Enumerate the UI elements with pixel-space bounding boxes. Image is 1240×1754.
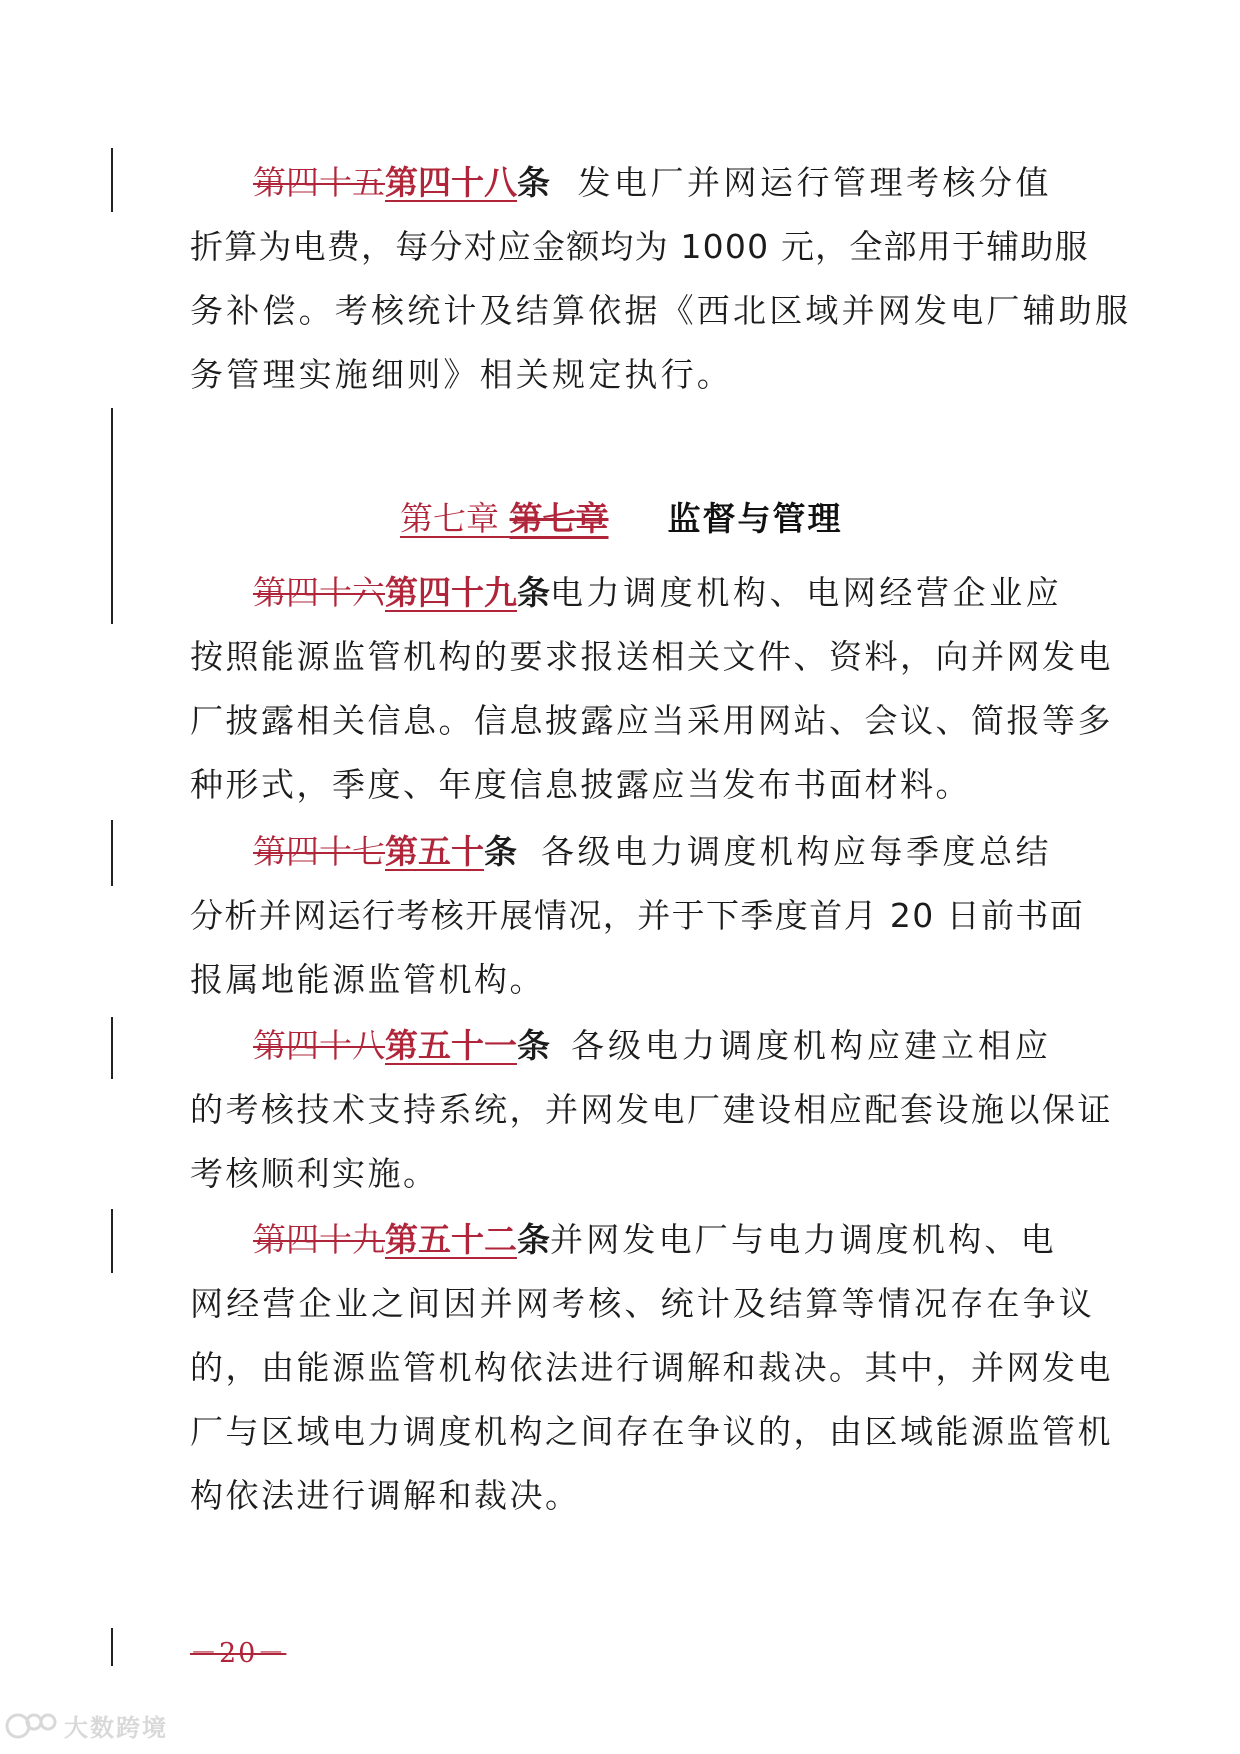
article-text: 各级电力调度机构应建立相应 bbox=[571, 1026, 1052, 1065]
change-bar bbox=[111, 148, 113, 212]
deleted-article-number: 第四十五 bbox=[253, 163, 385, 202]
article-heading-line bbox=[253, 573, 1063, 613]
article-text: 发电厂并网运行管理考核分值 bbox=[577, 163, 1052, 202]
chapter-title: 监督与管理 bbox=[667, 499, 843, 538]
article-text: 务补偿。考核统计及结算依据《西北区域并网发电厂辅助服 bbox=[190, 291, 1132, 330]
inserted-chapter-number: 第七章 bbox=[400, 499, 499, 538]
inserted-article-number: 第四十八 bbox=[385, 163, 517, 202]
article-text: 网经营企业之间因并网考核、统计及结算等情况存在争议 bbox=[190, 1284, 1095, 1323]
article-suffix: 条 bbox=[517, 1220, 550, 1259]
article-text: 报属地能源监管机构。 bbox=[190, 960, 545, 999]
article-heading-line bbox=[253, 832, 1052, 872]
article-text: 的考核技术支持系统，并网发电厂建设相应配套设施以保证 bbox=[190, 1090, 1113, 1129]
article-text: 各级电力调度机构应每季度总结 bbox=[541, 832, 1052, 871]
article-text: 的，由能源监管机构依法进行调解和裁决。其中，并网发电 bbox=[190, 1348, 1113, 1387]
article-text: 务管理实施细则》相关规定执行。 bbox=[190, 355, 733, 394]
article-heading-line bbox=[253, 1220, 1057, 1260]
article-text: 种形式，季度、年度信息披露应当发布书面材料。 bbox=[190, 765, 971, 804]
article-suffix: 条 bbox=[517, 573, 550, 612]
article-text: 电力调度机构、电网经营企业应 bbox=[550, 573, 1063, 612]
watermark-text: 大数跨境 bbox=[64, 1714, 168, 1742]
inserted-article-number: 第四十九 bbox=[385, 573, 517, 612]
change-bar bbox=[111, 1017, 113, 1079]
article-text: 分析并网运行考核开展情况，并于下季度首月 20 日前书面 bbox=[190, 896, 1085, 935]
chapter-heading bbox=[400, 499, 843, 539]
change-bar bbox=[111, 1628, 113, 1666]
article-text: 构依法进行调解和裁决。 bbox=[190, 1476, 581, 1515]
watermark-logo-icon bbox=[4, 1709, 60, 1743]
inserted-article-number: 第五十二 bbox=[385, 1220, 517, 1259]
deleted-article-number: 第四十八 bbox=[253, 1026, 385, 1065]
deleted-article-number: 第四十九 bbox=[253, 1220, 385, 1259]
article-suffix: 条 bbox=[517, 1026, 550, 1065]
article-heading-line bbox=[253, 1026, 1052, 1066]
inserted-article-number: 第五十一 bbox=[385, 1026, 517, 1065]
article-text: 按照能源监管机构的要求报送相关文件、资料，向并网发电 bbox=[190, 637, 1113, 676]
article-text: 厂披露相关信息。信息披露应当采用网站、会议、简报等多 bbox=[190, 701, 1113, 740]
change-bar bbox=[111, 1209, 113, 1273]
deleted-article-number: 第四十七 bbox=[253, 832, 385, 871]
article-text: 考核顺利实施。 bbox=[190, 1154, 439, 1193]
inserted-article-number: 第五十 bbox=[385, 832, 484, 871]
deleted-chapter-number: 第七章 bbox=[509, 499, 609, 538]
change-bar bbox=[111, 408, 113, 624]
article-suffix: 条 bbox=[484, 832, 517, 871]
page-number: －20－ bbox=[190, 1638, 287, 1669]
article-text: 并网发电厂与电力调度机构、电 bbox=[550, 1220, 1057, 1259]
watermark bbox=[4, 1708, 168, 1743]
article-suffix: 条 bbox=[517, 163, 550, 202]
article-text: 厂与区域电力调度机构之间存在争议的，由区域能源监管机 bbox=[190, 1412, 1113, 1451]
article-text: 折算为电费，每分对应金额均为 1000 元，全部用于辅助服 bbox=[190, 227, 1089, 266]
change-bar bbox=[111, 820, 113, 886]
article-heading-line bbox=[253, 163, 1052, 203]
deleted-article-number: 第四十六 bbox=[253, 573, 385, 612]
